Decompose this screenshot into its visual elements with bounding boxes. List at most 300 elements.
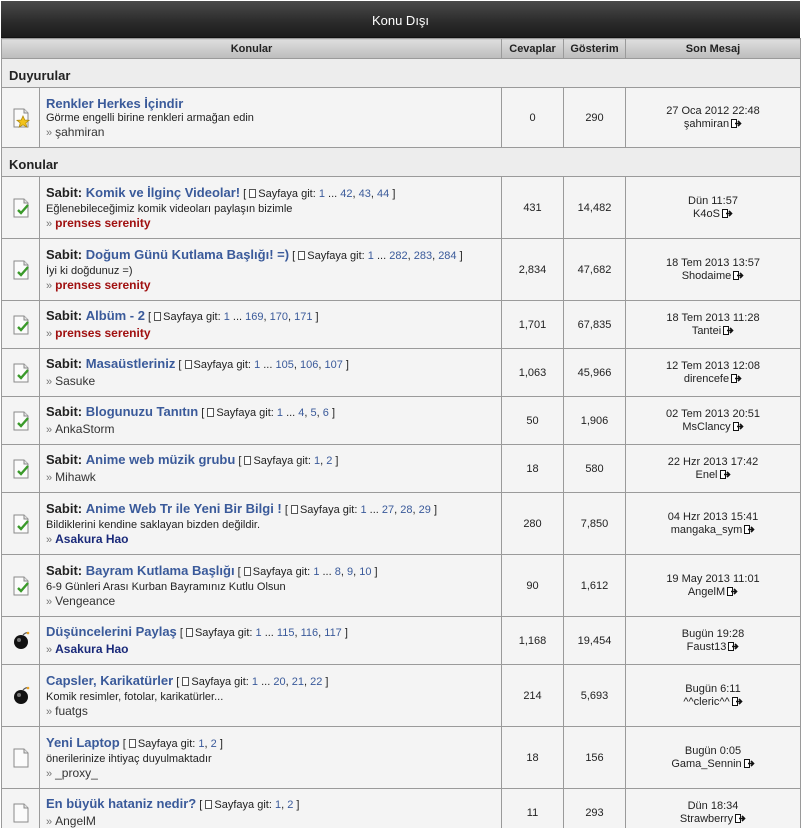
topic-title-line [46, 355, 495, 374]
topic-title-line [46, 246, 495, 265]
views-count: 156 [564, 727, 626, 789]
last-post-cell [626, 301, 801, 349]
topic-row [2, 493, 801, 555]
pagination-page-link[interactable]: 29 [418, 503, 431, 516]
pagination-page-link[interactable]: 22 [310, 675, 323, 688]
sticky-topic-icon [2, 314, 39, 336]
author-arrow-icon: » [46, 328, 53, 340]
pagination-page-link[interactable]: 1 [254, 359, 261, 371]
topic-row [2, 349, 801, 397]
author-link[interactable]: Asakura Hao [55, 642, 129, 656]
views-count: 1,906 [564, 397, 626, 445]
topic-title-link[interactable]: Anime Web Tr ile Yeni Bir Bilgi ! [85, 500, 282, 516]
topic-icon-cell [2, 301, 40, 349]
last-post-author-link[interactable]: MsClancy [682, 420, 731, 433]
sticky-topic-icon [2, 259, 39, 281]
pagination-label: Sayfaya git: [163, 311, 221, 323]
author-link[interactable]: _proxy_ [55, 765, 98, 780]
last-post-cell [626, 727, 801, 789]
topic-description: 6-9 Günleri Arası Kurban Bayramınız Kutlu Olsun [46, 580, 286, 593]
topic-description: İyi ki doğdunuz =) [46, 264, 133, 277]
last-post-cell [626, 239, 801, 301]
topic-cell [40, 665, 502, 727]
views-count: 293 [564, 789, 626, 828]
forum-title-bar [1, 1, 800, 38]
topic-page-icon [2, 802, 39, 824]
topic-author [46, 470, 495, 486]
pagination-page-link[interactable]: 20 [273, 675, 286, 688]
pagination-page-link[interactable]: 1 [313, 565, 320, 578]
topic-author [46, 422, 495, 438]
pagination-page-link[interactable]: 27 [381, 503, 395, 516]
author-link[interactable]: Mihawk [55, 470, 96, 484]
topic-row [2, 445, 801, 493]
views-count: 1,612 [564, 555, 626, 617]
last-post-author-line [626, 641, 800, 654]
topic-title-line [46, 734, 495, 753]
pagination-page-link[interactable]: 1 [223, 311, 230, 323]
topic-title-line [46, 623, 495, 642]
pagination-page-icon [182, 677, 189, 686]
author-link[interactable]: AngelM [55, 814, 96, 828]
topic-icon-cell [2, 349, 40, 397]
author-link[interactable]: prenses serenity [55, 326, 151, 340]
pagination-page-icon [291, 505, 298, 514]
column-header-views[interactable]: Gösterim [564, 39, 626, 59]
author-arrow-icon: » [46, 472, 53, 484]
topic-title-link[interactable]: Blogunuzu Tanıtın [85, 404, 199, 419]
topic-row [2, 617, 801, 665]
pagination-page-link[interactable]: 105 [275, 359, 294, 371]
go-to-last-post-icon[interactable] [744, 759, 755, 768]
topic-description: Bildiklerini kendine saklayan bizden değildir. [46, 518, 261, 531]
topic-title-line [46, 795, 495, 814]
last-post-cell [626, 88, 801, 148]
last-post-date: Dün 11:57 [688, 194, 738, 207]
pagination-page-icon [186, 628, 193, 637]
pagination-page-link[interactable]: 171 [294, 311, 313, 323]
topic-title-line [46, 307, 495, 326]
topic-cell [40, 301, 502, 349]
topic-description: Komik resimler, fotolar, karikatürler... [46, 690, 224, 703]
topic-title-line [46, 500, 495, 519]
pagination-ellipsis: ... [232, 311, 243, 323]
last-post-cell [626, 665, 801, 727]
topic-row [2, 665, 801, 727]
topic-author [46, 814, 495, 828]
topic-list [2, 59, 801, 828]
last-post-date: Dün 18:34 [687, 799, 739, 812]
pagination: [ Sayfaya git: 1, 2 ] [235, 455, 339, 467]
author-link[interactable]: fuatgs [55, 703, 88, 718]
pagination-page-link[interactable]: 44 [377, 187, 390, 200]
pagination-ellipsis: ... [322, 565, 332, 578]
pagination-page-link[interactable]: 1 [251, 675, 259, 688]
pagination: [ Sayfaya git: 1 ... 105, 106, 107 ] [175, 359, 349, 371]
replies-count: 1,063 [502, 349, 564, 397]
pagination-page-link[interactable]: 9 [346, 565, 354, 578]
pagination-page-link[interactable]: 6 [322, 407, 329, 419]
author-link[interactable]: AnkaStorm [55, 422, 115, 436]
pagination-page-link[interactable]: 5 [310, 407, 317, 419]
go-to-last-post-icon[interactable] [722, 209, 733, 218]
last-post-author-line [626, 813, 800, 826]
views-count: 47,682 [564, 239, 626, 301]
topic-author [46, 642, 495, 658]
pagination-page-icon [185, 360, 192, 369]
topic-row [2, 301, 801, 349]
pagination-ellipsis: ... [286, 407, 296, 419]
section-title: Duyurular [2, 59, 801, 88]
author-link[interactable]: prenses serenity [55, 277, 151, 292]
last-post-author-link[interactable]: Tantei [691, 324, 722, 337]
pagination-page-icon [244, 456, 251, 465]
pagination-page-link[interactable]: 28 [400, 503, 413, 516]
pagination-page-link[interactable]: 4 [298, 407, 305, 419]
views-count: 7,850 [564, 493, 626, 555]
hot-topic-bomb-icon [2, 685, 39, 707]
topic-author [46, 326, 495, 342]
topic-title-link[interactable]: Capsler, Karikatürler [46, 672, 174, 688]
topic-icon-cell [2, 445, 40, 493]
hot-topic-bomb-icon [2, 630, 39, 652]
topic-row [2, 177, 801, 239]
announcement-star-icon [2, 107, 39, 129]
last-post-author-line [626, 325, 800, 338]
topic-description: önerilerinize ihtiyaç duyulmaktadır [46, 752, 212, 765]
topic-title-link[interactable]: Yeni Laptop [46, 734, 120, 750]
sticky-label: Sabit: [46, 308, 83, 323]
pagination-page-icon [154, 312, 161, 321]
pagination-page-icon [244, 567, 251, 576]
pagination-page-link[interactable]: 1 [367, 249, 374, 262]
topic-row [2, 397, 801, 445]
last-post-author-line [626, 586, 800, 599]
replies-count: 90 [502, 555, 564, 617]
pagination-page-link[interactable]: 106 [299, 359, 319, 371]
topic-title-link[interactable]: Anime web müzik grubu [85, 452, 236, 467]
pagination-page-link[interactable]: 170 [269, 311, 288, 323]
column-header-replies[interactable]: Cevaplar [502, 39, 564, 59]
author-link[interactable]: Vengeance [55, 593, 116, 608]
views-count: 19,454 [564, 617, 626, 665]
last-post-cell [626, 789, 801, 828]
last-post-author-link[interactable]: AngelM [687, 585, 726, 598]
sticky-label: Sabit: [46, 562, 83, 578]
last-post-date: Bugün 6:11 [685, 682, 741, 695]
topic-cell [40, 445, 502, 493]
pagination-page-link[interactable]: 10 [359, 565, 372, 578]
pagination: [ Sayfaya git: 1 ... 27, 28, 29 ] [281, 503, 438, 516]
pagination-page-link[interactable]: 1 [198, 737, 205, 750]
last-post-cell [626, 349, 801, 397]
topic-title-line [46, 562, 495, 581]
topic-icon-cell [2, 239, 40, 301]
pagination-page-icon [207, 408, 214, 417]
topic-title-line [46, 451, 495, 470]
replies-count: 214 [502, 665, 564, 727]
pagination-page-link[interactable]: 1 [360, 503, 367, 516]
topic-title-link[interactable]: Düşüncelerini Paylaş [46, 624, 177, 639]
topic-title-link[interactable]: Komik ve İlginç Videolar! [85, 184, 241, 200]
last-post-author-link[interactable]: ^^cleric^^ [683, 695, 730, 708]
topic-title-line [46, 95, 495, 112]
topic-description: Görme engelli birine renkleri armağan edin [46, 111, 254, 124]
topic-title-line [46, 184, 495, 203]
views-count: 67,835 [564, 301, 626, 349]
topic-author [46, 374, 495, 390]
replies-count: 18 [502, 445, 564, 493]
topic-row [2, 88, 801, 148]
topic-cell [40, 239, 502, 301]
pagination-label: Sayfaya git: [137, 737, 196, 750]
topic-icon-cell [2, 789, 40, 828]
sticky-label: Sabit: [46, 246, 83, 262]
go-to-last-post-icon[interactable] [720, 470, 731, 479]
topic-icon-cell [2, 727, 40, 789]
last-post-date: 18 Tem 2013 13:57 [666, 256, 760, 269]
pagination-ellipsis: ... [264, 627, 274, 639]
topic-icon-cell [2, 493, 40, 555]
pagination-ellipsis: ... [376, 249, 387, 262]
pagination-page-icon [205, 800, 212, 809]
views-count: 580 [564, 445, 626, 493]
pagination-page-link[interactable]: 2 [287, 799, 294, 811]
author-link[interactable]: Asakura Hao [55, 531, 129, 546]
go-to-last-post-icon[interactable] [733, 271, 744, 280]
author-link[interactable]: prenses serenity [55, 215, 151, 230]
author-link[interactable]: şahmiran [55, 124, 105, 139]
replies-count: 0 [502, 88, 564, 148]
replies-count: 2,834 [502, 239, 564, 301]
topic-cell [40, 177, 502, 239]
pagination-page-link[interactable]: 283 [413, 249, 433, 262]
pagination: [ Sayfaya git: 1 ... 169, 170, 171 ] [144, 311, 319, 323]
forum-title: Konu Dışı [371, 13, 430, 28]
sticky-label: Sabit: [46, 452, 83, 467]
replies-count: 50 [502, 397, 564, 445]
topic-author [46, 532, 495, 548]
last-post-author-link[interactable]: K4oS [693, 207, 720, 220]
section-header-row [2, 59, 801, 88]
pagination-label: Sayfaya git: [307, 249, 365, 262]
pagination-page-link[interactable]: 284 [438, 249, 457, 262]
author-arrow-icon: » [46, 424, 53, 436]
topic-cell [40, 349, 502, 397]
topic-author [46, 594, 495, 610]
pagination: [ Sayfaya git: 1 ... 20, 21, 22 ] [173, 675, 329, 688]
topic-title-link[interactable]: Masaüstleriniz [85, 356, 176, 371]
pagination-page-link[interactable]: 8 [334, 565, 341, 578]
sticky-topic-icon [2, 362, 39, 384]
last-post-author-link[interactable]: Faust13 [686, 640, 727, 653]
topic-author [46, 125, 495, 141]
sticky-label: Sabit: [46, 356, 83, 371]
topic-cell [40, 88, 502, 148]
replies-count: 280 [502, 493, 564, 555]
last-post-date: 19 May 2013 11:01 [666, 572, 760, 585]
pagination-label: Sayfaya git: [258, 187, 316, 200]
last-post-author-link[interactable]: şahmiran [683, 117, 730, 130]
last-post-author-line [626, 696, 800, 709]
pagination-page-link[interactable]: 115 [276, 627, 295, 639]
last-post-date: 18 Tem 2013 11:28 [666, 311, 760, 324]
sticky-topic-icon [2, 458, 39, 480]
pagination-label: Sayfaya git: [216, 407, 274, 419]
section-header-row [2, 148, 801, 177]
pagination-page-link[interactable]: 1 [274, 799, 282, 811]
pagination: [ Sayfaya git: 1 ... 115, 116, 117 ] [176, 627, 348, 639]
last-post-author-line [626, 421, 800, 434]
column-header-last-post[interactable]: Son Mesaj [626, 39, 801, 59]
pagination-page-icon [298, 251, 305, 260]
pagination-page-link[interactable]: 1 [255, 627, 262, 639]
go-to-last-post-icon[interactable] [731, 374, 742, 383]
pagination-label: Sayfaya git: [214, 799, 272, 811]
last-post-date: 27 Oca 2012 22:48 [666, 104, 760, 117]
topic-author [46, 216, 495, 232]
pagination: [ Sayfaya git: 1 ... 4, 5, 6 ] [198, 407, 336, 419]
pagination-page-link[interactable]: 1 [313, 455, 321, 467]
topic-title-line [46, 403, 495, 422]
pagination-label: Sayfaya git: [194, 627, 253, 639]
author-arrow-icon: » [46, 533, 53, 546]
topic-title-link[interactable]: Renkler Herkes İçindir [46, 95, 184, 111]
pagination-page-link[interactable]: 116 [300, 627, 319, 639]
topic-cell [40, 617, 502, 665]
pagination-label: Sayfaya git: [191, 675, 249, 688]
go-to-last-post-icon[interactable] [723, 326, 734, 335]
go-to-last-post-icon[interactable] [728, 642, 739, 651]
author-arrow-icon: » [46, 644, 53, 656]
last-post-date: Bugün 0:05 [684, 744, 742, 757]
pagination-label: Sayfaya git: [299, 503, 358, 516]
pagination: [ Sayfaya git: 1 ... 282, 283, 284 ] [289, 249, 463, 262]
table-header-row [2, 39, 801, 59]
go-to-last-post-icon[interactable] [732, 697, 743, 706]
pagination-page-link[interactable]: 1 [276, 407, 283, 419]
topic-icon-cell [2, 177, 40, 239]
topic-title-link[interactable]: En büyük hataniz nedir? [46, 796, 197, 811]
topic-row [2, 789, 801, 828]
go-to-last-post-icon[interactable] [744, 525, 755, 534]
replies-count: 1,168 [502, 617, 564, 665]
topic-author [46, 766, 495, 782]
sticky-topic-icon [2, 575, 39, 597]
topic-title-link[interactable]: Bayram Kutlama Başlığı [85, 562, 235, 578]
sticky-topic-icon [2, 513, 39, 535]
last-post-author-line [626, 270, 800, 283]
column-header-topics[interactable]: Konular [2, 39, 502, 59]
pagination-page-link[interactable]: 169 [245, 311, 264, 323]
pagination-page-link[interactable]: 2 [326, 455, 333, 467]
views-count: 290 [564, 88, 626, 148]
pagination-page-icon [249, 189, 256, 198]
topic-row [2, 727, 801, 789]
last-post-date: Bugün 19:28 [681, 627, 745, 640]
author-arrow-icon: » [46, 217, 53, 230]
last-post-author-link[interactable]: mangaka_sym [670, 523, 743, 536]
views-count: 5,693 [564, 665, 626, 727]
pagination-page-link[interactable]: 1 [318, 187, 325, 200]
topic-title-link[interactable]: Doğum Günü Kutlama Başlığı! =) [85, 246, 290, 262]
pagination-page-link[interactable]: 282 [389, 249, 408, 262]
pagination-label: Sayfaya git: [193, 359, 251, 371]
last-post-author-link[interactable]: Shodaime [681, 269, 732, 282]
author-arrow-icon: » [46, 595, 53, 608]
pagination-ellipsis: ... [369, 503, 379, 516]
pagination-page-link[interactable]: 107 [324, 359, 343, 371]
author-arrow-icon: » [46, 705, 53, 718]
topic-description: Eğlenebileceğimiz komik videoları paylaşın bizimle [46, 202, 293, 215]
topic-icon-cell [2, 665, 40, 727]
pagination-label: Sayfaya git: [253, 455, 311, 467]
pagination-ellipsis: ... [328, 187, 338, 200]
pagination: [ Sayfaya git: 1, 2 ] [196, 799, 300, 811]
last-post-author-link[interactable]: Gama_Sennin [671, 757, 742, 770]
pagination-page-link[interactable]: 42 [340, 187, 353, 200]
last-post-cell [626, 493, 801, 555]
pagination: [ Sayfaya git: 1 ... 42, 43, 44 ] [240, 187, 396, 200]
author-arrow-icon: » [46, 126, 53, 139]
pagination-page-link[interactable]: 2 [210, 737, 217, 750]
topic-cell [40, 493, 502, 555]
topic-icon-cell [2, 88, 40, 148]
last-post-date: 02 Tem 2013 20:51 [666, 407, 760, 420]
pagination-ellipsis: ... [263, 359, 273, 371]
last-post-author-line [626, 469, 800, 482]
go-to-last-post-icon[interactable] [733, 422, 744, 431]
last-post-author-line [626, 758, 800, 771]
replies-count: 18 [502, 727, 564, 789]
topic-cell [40, 789, 502, 828]
topic-cell [40, 727, 502, 789]
last-post-author-line [626, 118, 800, 131]
author-arrow-icon: » [46, 376, 53, 388]
sticky-label: Sabit: [46, 500, 83, 516]
pagination-page-link[interactable]: 21 [291, 675, 304, 688]
last-post-author-link[interactable]: Strawberry [679, 812, 734, 825]
topic-icon-cell [2, 617, 40, 665]
author-arrow-icon: » [46, 816, 53, 828]
sticky-topic-icon [2, 410, 39, 432]
pagination: [ Sayfaya git: 1 ... 8, 9, 10 ] [234, 565, 378, 578]
last-post-author-link[interactable]: Enel [695, 468, 718, 481]
last-post-author-link[interactable]: direncefe [683, 372, 730, 385]
topic-icon-cell [2, 397, 40, 445]
go-to-last-post-icon[interactable] [735, 814, 746, 823]
last-post-author-line [626, 208, 800, 221]
last-post-cell [626, 397, 801, 445]
go-to-last-post-icon[interactable] [731, 119, 742, 128]
last-post-cell [626, 617, 801, 665]
topic-author [46, 278, 495, 294]
topic-author [46, 704, 495, 720]
go-to-last-post-icon[interactable] [727, 587, 738, 596]
topic-page-icon [2, 747, 39, 769]
topic-cell [40, 397, 502, 445]
pagination-page-link[interactable]: 43 [358, 187, 371, 200]
replies-count: 11 [502, 789, 564, 828]
last-post-author-line [626, 373, 800, 386]
author-link[interactable]: Sasuke [55, 374, 96, 388]
last-post-author-line [626, 524, 800, 537]
section-title: Konular [2, 148, 801, 177]
author-arrow-icon: » [46, 767, 53, 780]
sticky-topic-icon [2, 197, 39, 219]
topic-title-link[interactable]: Albüm - 2 [85, 308, 145, 323]
pagination-page-link[interactable]: 117 [324, 627, 342, 639]
